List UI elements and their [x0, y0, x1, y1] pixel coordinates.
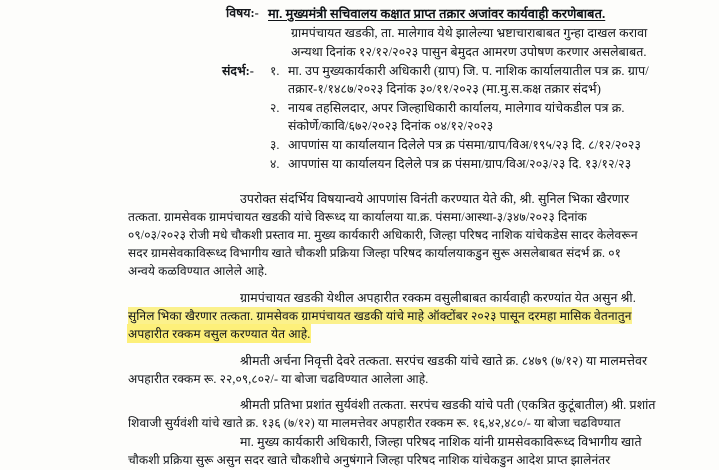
para1-line-1: उपरोक्त संदर्भिय विषयान्वये आपणांस विनंती करण्यात येते की, श्री. सुनिल भिका खैरणार	[240, 192, 630, 206]
para2-line-3: अपहारीत रक्कम वसुल करण्यात येत आहे.	[128, 327, 311, 341]
reference-item-2-line-1: नायब तहसिलदार, अपर जिल्हाधिकारी कार्यालय, मालेगाव यांचेकडील पत्र क्र.	[288, 101, 625, 115]
reference-item-2-num: २.	[270, 101, 280, 115]
subject-line-1: ग्रामपंचायत खडकी, ता. मालेगाव येथे झालेल्या भ्रष्टाचाराबाबत गुन्हा दाखल करावा	[291, 26, 648, 40]
subject-label: विषय:-	[226, 6, 259, 20]
para1-line-5: अन्वये कळविण्यात आलेले आहे.	[128, 264, 268, 278]
para4-line-2: शिवाजी सुर्यवंशी यांचे खाते क्र. १३६ (७/१२) या मालमत्तेवर अपहारीत रक्कम रू. १६,४२,४८०/- या बोजा चढविण्यात	[128, 416, 621, 430]
para2-line-1: ग्रामपंचायत खडकी येथील अपहारीत रक्कम वसुलीबाबत कार्यवाही करण्यांत येत असुन श्री.	[240, 291, 636, 305]
subject-title: मा. मुख्यमंत्री सचिवालय कक्षात प्राप्त तक्रार अजांवर कार्यवाही करणेबाबत.	[268, 7, 606, 21]
para1-line-3: ०९/०३/२०२३ रोजी मधे चौकशी प्रस्ताव मा. मुख्य कार्यकारी अधिकारी, जिल्हा परिषद नाशिक यांचेकडेस सादर केलेवरून	[128, 228, 638, 242]
reference-label: संदर्भ:-	[222, 64, 254, 78]
para3-line-2: अपहारीत रक्कम रू. २२,०९,८०२/- या बोजा चढविण्यात आलेला आहे.	[128, 372, 429, 386]
reference-item-1-line-2: तक्रार-१/१४८७/२०२३ दिनांक ३०/११/२०२३ (मा.मु.स.कक्ष तक्रार संदर्भ)	[288, 82, 601, 96]
reference-item-4-line-1: आपणांस या कार्यालयन दिलेले पत्र क्र पंसमा/ग्राप/विअ/२०३/२३ दि. १३/१२/२३	[288, 157, 632, 171]
reference-item-3-num: ३.	[270, 138, 280, 152]
para2-line-2: सुनिल भिका खैरणार तत्कता. ग्रामसेवक ग्रामपंचायत खडकी यांचे माहे ऑक्टोंबर २०२३ पासून दरमहा मासिक वेतनातुन	[128, 309, 632, 323]
para3-line-1: श्रीमती अर्चना निवृत्ती देवरे तत्कता. सरपंच खडकी यांचे खाते क्र. ८४७९ (७/१२) या मालमत्तेवर	[240, 354, 648, 368]
reference-item-4-num: ४.	[270, 157, 280, 171]
reference-item-1-num: १.	[270, 64, 280, 78]
para1-line-2: तत्कता. ग्रामसेवक ग्रामपंचायत खडकी यांचे विरूध्द या कार्यालया या.क्र. पंसमा/आस्था-३/३४७/२०२३ दिनांक	[128, 210, 587, 224]
para4-line-1: श्रीमती प्रतिभा प्रशांत सुर्यवंशी तत्कता. सरपंच खडकी यांचे पती (एकत्रित कुटूंबातील) श्री. प्रशांत	[240, 398, 656, 412]
subject-line-2: अन्यथा दिनांक १२/१२/२०२३ पासुन बेमुदत आमरण उपोषण करणार असलेबाबत.	[291, 45, 647, 59]
para5-line-2: चौकशी प्रक्रिया सुरू असुन सदर खाते चौकशीचे अनुषंगाने जिल्हा परिषद नाशिक यांचेकडुन आदेश प्राप्त झालेनंतर	[128, 453, 611, 467]
reference-item-2-line-2: संकोर्णे/कावि/६७२/२०२३ दिनांक ०४/१२/२०२३	[288, 119, 494, 133]
para1-line-4: सदर ग्रामसेवकाविरूध्द विभागीय खाते चौकशी प्रक्रिया जिल्हा परिषद कार्यालयाकडुन सुरू असलेबाबत संदर्भ क्र. ०१	[128, 246, 622, 260]
reference-item-1-line-1: मा. उप मुख्यकार्यकारी अधिकारी (ग्राप) जि. प. नाशिक कार्यालयातील पत्र क्र. ग्राप/	[288, 64, 649, 78]
reference-item-3-line-1: आपणांस या कार्यालयान दिलेले पत्र क्र पंसमा/ग्राप/विअ/१९५/२३ दि. ८/१२/२०२३	[288, 138, 641, 152]
para5-line-1: मा. मुख्य कार्यकारी अधिकारी, जिल्हा परिषद नाशिक यांनी ग्रामसेवकाविरूध्द विभागीय खाते	[240, 435, 642, 449]
